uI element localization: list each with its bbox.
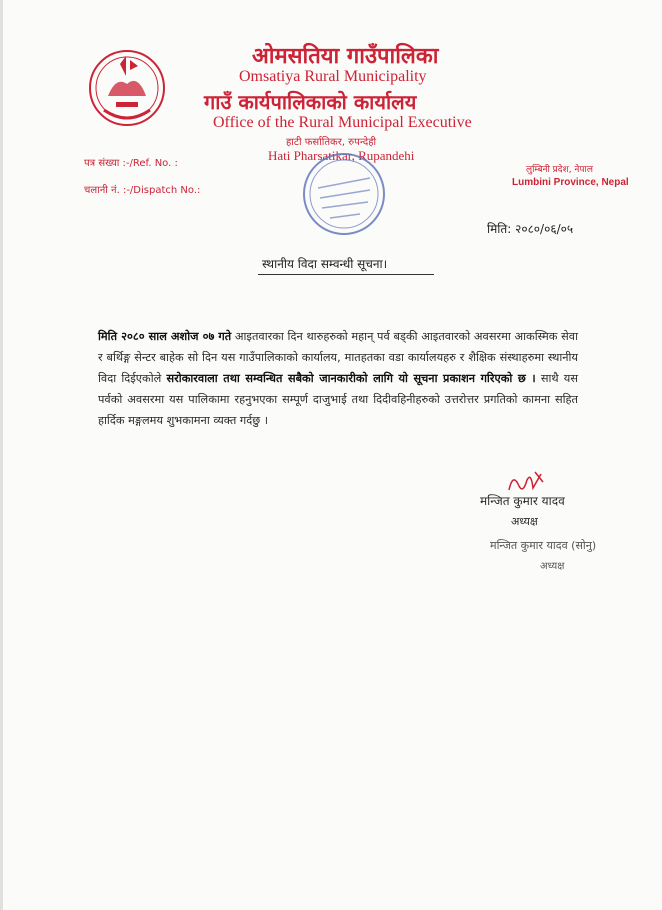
municipality-name-en: Omsatiya Rural Municipality — [239, 68, 427, 85]
body-date-bold: मिति २०८० साल अशोज ०७ गते — [98, 330, 232, 343]
ref-number: पत्र संख्या :-/Ref. No. : — [84, 158, 178, 169]
body-text-1: आइतवारका दिन थारुहरुको महान् पर्व बड्की आइतवारको अवसरमा आकस्मिक सेवा र बर्थिङ्ग सेन्टर बाहेक सो दिन यस गाउँपालिकाको कार्यालय, मातहतका वडा कार्यालयहरु र शैक्षिक संस्थाहरुमा स्थानीय विदा दिईएकोले — [98, 330, 578, 385]
page-edge — [0, 0, 3, 910]
province-en: Lumbini Province, Nepal — [512, 177, 629, 188]
office-name-en: Office of the Rural Municipal Executive — [213, 114, 472, 131]
body-text-2: साथै यस पर्वको अवसरमा यस पालिकामा रहनुभएका सम्पूर्ण दाजुभाई तथा दिदीवहिनीहरुको उत्तरोत्तर प्रगतिको कामना सहित हार्दिक मङ्गलमय शुभकामना व्यक्त गर्दछु । — [98, 372, 578, 427]
dispatch-number: चलानी नं. :-/Dispatch No.: — [84, 185, 201, 196]
notice-body — [98, 326, 578, 431]
office-stamp-icon — [296, 148, 392, 240]
subject-underline — [258, 274, 434, 275]
letter-date: मिति: २०८०/०६/०५ — [487, 222, 574, 236]
signatory-name: मन्जित कुमार यादव — [480, 494, 565, 508]
notice-subject: स्थानीय विदा सम्वन्धी सूचना। — [262, 257, 388, 271]
signatory-title: अध्यक्ष — [511, 515, 538, 528]
signatory-stamp-title: अध्यक्ष — [540, 561, 565, 572]
body-notice-bold: सरोकारवाला तथा सम्वन्धित सबैको जानकारीको लागि यो सूचना प्रकाशन गरिएको छ । — [166, 372, 536, 385]
municipality-emblem-icon — [86, 46, 168, 132]
province-np: लुम्बिनी प्रदेश, नेपाल — [526, 165, 593, 175]
address-np: हाटी फर्सातिकर, रुपन्देही — [286, 137, 377, 148]
office-name-np: गाउँ कार्यपालिकाको कार्यालय — [204, 90, 417, 114]
municipality-name-np: ओमसतिया गाउँपालिका — [252, 44, 439, 69]
signatory-stamp-name: मन्जित कुमार यादव (सोनु) — [490, 539, 597, 552]
address-en: Hati Pharsatikar, Rupandehi — [268, 148, 415, 163]
